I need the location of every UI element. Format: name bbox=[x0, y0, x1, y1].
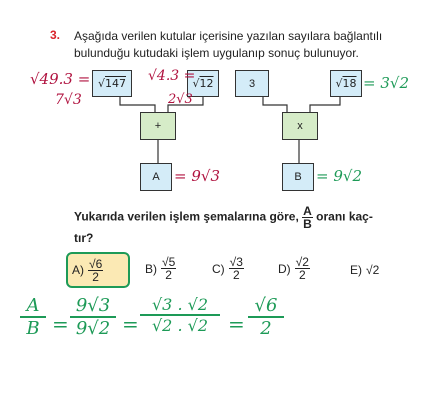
prompt-text-after: oranı kaç- bbox=[316, 209, 373, 224]
hand-result-a: = 9√3 bbox=[174, 167, 220, 185]
left-input-box-1 bbox=[92, 70, 132, 97]
option-a-letter: A) bbox=[72, 263, 84, 277]
question-prompt bbox=[74, 205, 419, 247]
right-result-label: B bbox=[294, 171, 302, 183]
left-result-box bbox=[140, 163, 172, 191]
right-result-box bbox=[282, 163, 314, 191]
option-e[interactable] bbox=[350, 263, 379, 277]
work-step2: √3 . √2 √2 . √2 bbox=[140, 295, 220, 335]
prompt-fraction bbox=[302, 205, 313, 230]
hand-left-box1-bottom: 7√3 bbox=[55, 92, 82, 108]
right-operation-box bbox=[282, 112, 318, 140]
prompt-text-line2: tır? bbox=[74, 231, 94, 245]
left-input-box-1-value: √147 bbox=[97, 77, 126, 90]
prompt-text-before: Yukarıda verilen işlem şemalarına göre, bbox=[74, 209, 299, 224]
hand-left-box2-top: √4.3 = bbox=[148, 68, 196, 84]
hand-right-box2: = 3√2 bbox=[363, 74, 409, 92]
option-c[interactable] bbox=[212, 256, 244, 281]
work-step1: 9√3 9√2 bbox=[70, 295, 116, 339]
work-lhs: A B bbox=[20, 295, 46, 339]
work-eq-2: = bbox=[122, 312, 139, 336]
right-input-box-1 bbox=[235, 70, 269, 97]
right-input-box-1-value: 3 bbox=[248, 77, 256, 90]
right-input-box-2 bbox=[330, 70, 362, 97]
prompt-fraction-den: B bbox=[303, 217, 312, 231]
option-b-letter: B) bbox=[145, 261, 157, 276]
option-e-value: √2 bbox=[366, 263, 380, 277]
question-number: 3. bbox=[50, 28, 61, 42]
question-text: Aşağıda verilen kutular içerisine yazılan sayılara bağlantılı bulunduğu kutudaki işlem uygulanıp sonuç bulunuyor. bbox=[74, 29, 383, 60]
option-a-value: $\frac{√6}{2}$ bbox=[89, 256, 103, 284]
right-input-box-2-value: √18 bbox=[335, 77, 357, 90]
option-b-value: $\frac{√5}{2}$ bbox=[162, 255, 176, 282]
work-step3: √6 2 bbox=[248, 295, 284, 339]
option-d-value: $\frac{√2}{2}$ bbox=[295, 255, 309, 282]
hand-result-b: = 9√2 bbox=[316, 167, 362, 185]
option-d-letter: D) bbox=[278, 261, 291, 276]
prompt-fraction-num: A bbox=[303, 204, 312, 218]
work-eq-3: = bbox=[228, 312, 245, 336]
option-d[interactable] bbox=[278, 256, 310, 281]
left-result-label: A bbox=[152, 171, 160, 183]
option-c-value: $\frac{√3}{2}$ bbox=[229, 255, 243, 282]
hand-left-box2-bottom: 2√3 bbox=[168, 92, 193, 107]
work-eq-1: = bbox=[52, 312, 69, 336]
hand-left-box1-top: √49.3 = bbox=[30, 70, 91, 88]
option-a[interactable] bbox=[66, 252, 130, 288]
right-operation-symbol: x bbox=[297, 120, 303, 132]
option-b[interactable] bbox=[145, 256, 176, 281]
left-input-box-2-value: √12 bbox=[192, 77, 214, 90]
option-e-letter: E) bbox=[350, 263, 362, 277]
option-c-letter: C) bbox=[212, 261, 225, 276]
left-operation-box bbox=[140, 112, 176, 140]
left-operation-symbol: + bbox=[154, 120, 162, 132]
